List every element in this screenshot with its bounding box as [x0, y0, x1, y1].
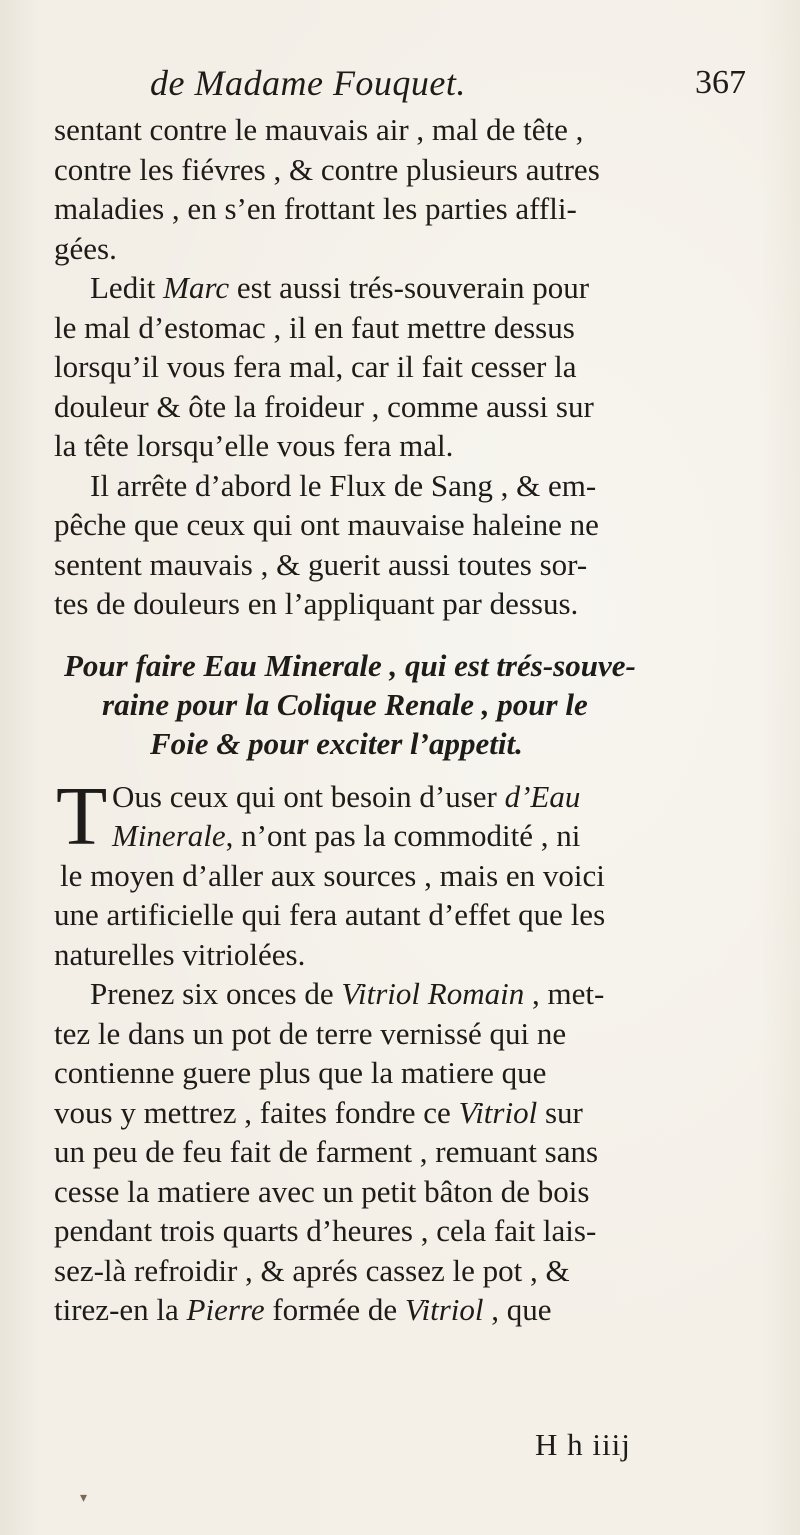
- signature-mark: H h iiij: [535, 1427, 631, 1462]
- text-run: , met-: [524, 976, 605, 1011]
- text-line: une artificielle qui fera autant d’effet que les: [54, 897, 606, 932]
- text-run: vous y mettrez , faites fondre ce: [54, 1094, 459, 1130]
- text-line: [54, 1093, 760, 1133]
- text-line: contienne guere plus que la matiere que: [54, 1055, 547, 1090]
- italic-term: Marc: [163, 270, 230, 305]
- text-line: le moyen d’aller aux sources , mais en voici: [60, 857, 605, 893]
- text-line: sentant contre le mauvais air , mal de tête ,: [54, 112, 584, 147]
- paragraph-2: [54, 268, 760, 466]
- page-number: 367: [695, 64, 746, 101]
- paragraph-3: [54, 466, 760, 624]
- text-line: [54, 974, 760, 1014]
- italic-term: Minerale: [112, 818, 226, 853]
- ink-speck: ▾: [80, 1491, 88, 1506]
- text-line: [54, 268, 760, 308]
- text-run: , n’ont pas la commodité , ni: [225, 818, 581, 853]
- text-run: tirez-en la: [54, 1292, 187, 1327]
- recipe-heading: [54, 646, 760, 763]
- drop-cap: T: [56, 769, 108, 863]
- italic-term: Vitriol Romain: [341, 976, 525, 1011]
- italic-term: Vitriol: [404, 1292, 484, 1327]
- paragraph-5: [54, 974, 760, 1330]
- text-run: est aussi trés-souverain pour: [229, 270, 590, 305]
- text-line: la tête lorsqu’elle vous fera mal.: [54, 428, 454, 463]
- text-line: contre les fiévres , & contre plusieurs autres: [54, 151, 600, 187]
- paragraph-4: [54, 769, 760, 975]
- heading-line: Pour faire Eau Minerale , qui est trés-souve-: [64, 647, 636, 683]
- text-line: Il arrête d’abord le Flux de Sang , & em-: [90, 467, 597, 503]
- text-line: cesse la matiere avec un petit bâton de bois: [54, 1173, 590, 1209]
- text-line: pêche que ceux qui ont mauvaise haleine ne: [54, 507, 599, 542]
- text-line: [54, 777, 760, 817]
- text-line: sentent mauvais , & guerit aussi toutes sor-: [54, 546, 588, 582]
- text-run: sur: [537, 1094, 583, 1130]
- text-run: Ledit: [90, 270, 164, 305]
- text-line: un peu de feu fait de farment , remuant sans: [54, 1134, 599, 1169]
- text-run: formée de: [264, 1292, 405, 1327]
- text-line: douleur & ôte la froideur , comme aussi sur: [54, 388, 594, 424]
- text-line: pendant trois quarts d’heures , cela fait lais-: [54, 1213, 597, 1248]
- text-run: Ous ceux qui ont besoin d’user: [112, 778, 505, 814]
- running-head: de Madame Fouquet.: [150, 63, 466, 103]
- text-line: lorsqu’il vous fera mal, car il fait cesser la: [54, 349, 577, 384]
- text-line: gées.: [54, 230, 117, 266]
- heading-line: Foie & pour exciter l’appetit.: [150, 725, 523, 761]
- heading-line: raine pour la Colique Renale , pour le: [102, 686, 588, 722]
- text-line: maladies , en s’en frottant les parties affli-: [54, 191, 577, 226]
- text-line: le mal d’estomac , il en faut mettre dessus: [54, 309, 575, 345]
- paragraph-1: [54, 110, 760, 268]
- text-line: naturelles vitriolées.: [54, 936, 306, 972]
- text-line: sez-là refroidir , & aprés cassez le pot , &: [54, 1252, 570, 1288]
- text-run: Prenez six onces de: [90, 976, 342, 1011]
- italic-term: Pierre: [186, 1292, 265, 1327]
- italic-term: Vitriol: [458, 1094, 538, 1130]
- page-text: [54, 110, 760, 1330]
- text-line: tes de douleurs en l’appliquant par dessus.: [54, 586, 579, 621]
- italic-term: d’Eau: [504, 778, 581, 814]
- text-line: tez le dans un pot de terre vernissé qui ne: [54, 1015, 567, 1051]
- text-line: [54, 1290, 760, 1330]
- text-run: , que: [483, 1292, 552, 1327]
- text-line: [54, 816, 760, 856]
